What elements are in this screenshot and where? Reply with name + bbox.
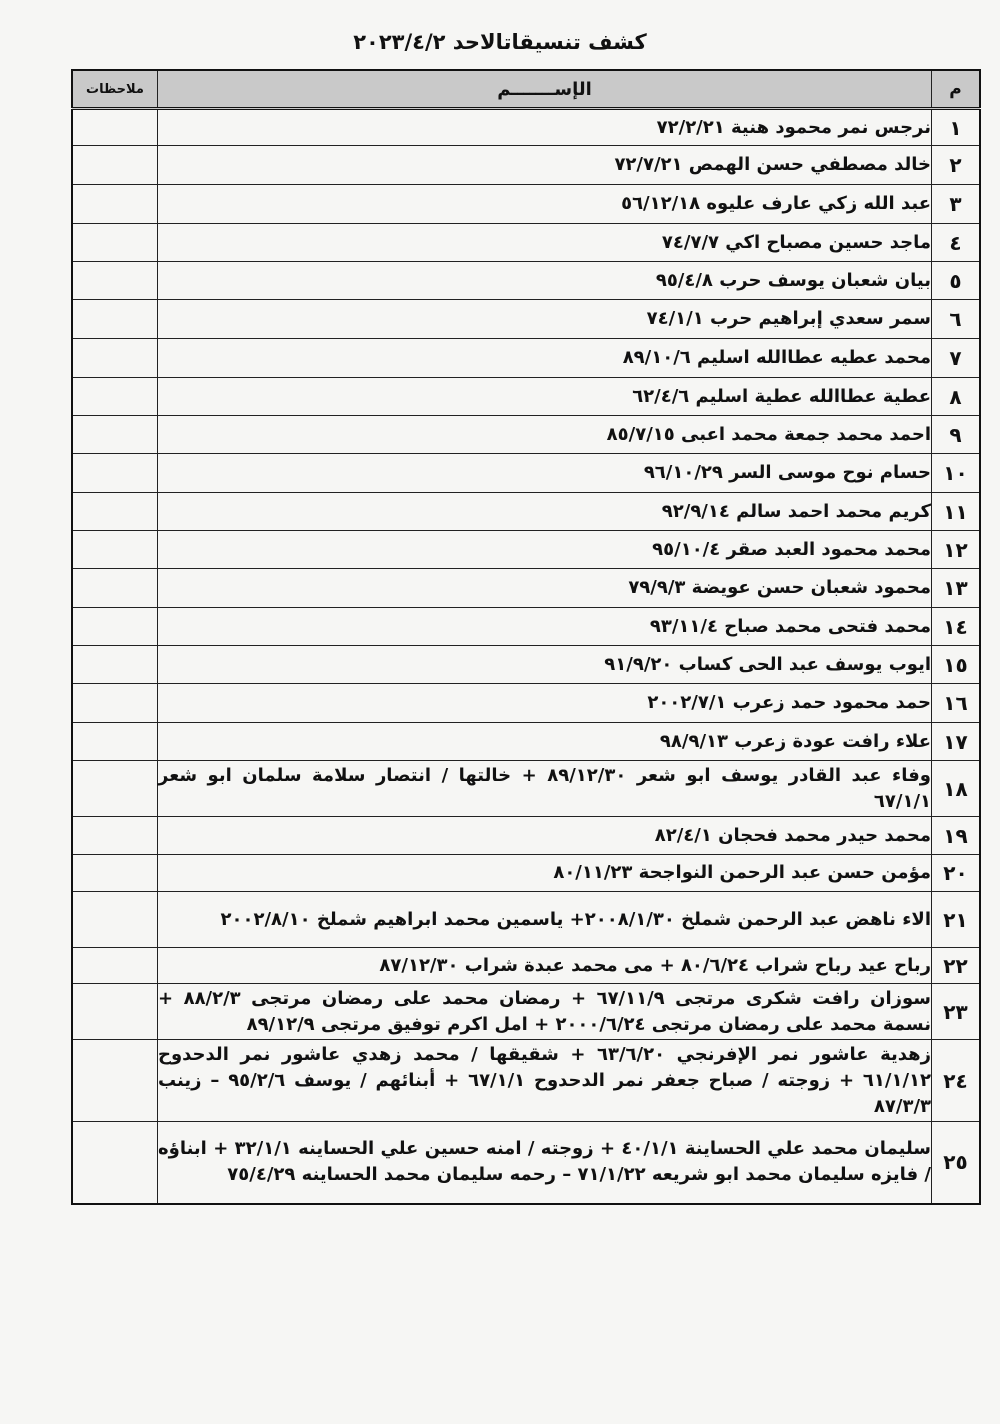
row-name: محمد محمود العبد صقر ٩٥/١٠/٤ [158, 531, 932, 569]
table-row [72, 723, 980, 761]
row-number: ٢٥ [932, 1122, 981, 1204]
row-notes [72, 146, 158, 185]
table-row [72, 224, 980, 262]
row-number: ٤ [932, 224, 981, 262]
row-number: ١٨ [932, 761, 981, 817]
row-name: عطية عطاالله عطية اسليم ٦٢/٤/٦ [158, 378, 932, 416]
row-notes [72, 892, 158, 948]
table-row [72, 416, 980, 454]
row-notes [72, 531, 158, 569]
row-number: ٢ [932, 146, 981, 185]
row-number: ٦ [932, 300, 981, 339]
row-notes [72, 948, 158, 984]
row-notes [72, 984, 158, 1040]
page-title: كشف تنسيقاتالاحد ٢٠٢٣/٤/٢ [353, 30, 647, 54]
row-name: خالد مصطفي حسن الهمص ٧٢/٧/٢١ [158, 146, 932, 185]
row-number: ١٤ [932, 608, 981, 646]
row-number: ١١ [932, 493, 981, 531]
table-row [72, 185, 980, 224]
row-name: احمد محمد جمعة محمد اعبى ٨٥/٧/١٥ [158, 416, 932, 454]
table-row [72, 493, 980, 531]
row-name: كريم محمد احمد سالم ٩٢/٩/١٤ [158, 493, 932, 531]
table-row [72, 817, 980, 855]
row-number: ٥ [932, 262, 981, 300]
table-row [72, 569, 980, 608]
row-notes [72, 1122, 158, 1204]
table-row [72, 109, 980, 146]
table-row [72, 761, 980, 817]
table-row [72, 262, 980, 300]
row-number: ١٥ [932, 646, 981, 684]
row-notes [72, 224, 158, 262]
row-notes [72, 817, 158, 855]
header-notes: ملاحظات [72, 70, 158, 109]
row-notes [72, 378, 158, 416]
row-number: ٢٣ [932, 984, 981, 1040]
table-row [72, 684, 980, 723]
row-notes [72, 109, 158, 146]
row-name: حمد محمود حمد زعرب ٢٠٠٢/٧/١ [158, 684, 932, 723]
row-name: بيان شعبان يوسف حرب ٩٥/٤/٨ [158, 262, 932, 300]
row-notes [72, 855, 158, 892]
row-number: ٧ [932, 339, 981, 378]
row-number: ١٦ [932, 684, 981, 723]
table-row [72, 378, 980, 416]
row-number: ١٣ [932, 569, 981, 608]
row-notes [72, 1040, 158, 1122]
row-name: ماجد حسين مصباح اكي ٧٤/٧/٧ [158, 224, 932, 262]
row-notes [72, 185, 158, 224]
row-name: عبد الله زكي عارف عليوه ٥٦/١٢/١٨ [158, 185, 932, 224]
table-row [72, 1040, 980, 1122]
row-number: ١ [932, 109, 981, 146]
row-name: محمد فتحى محمد صباح ٩٣/١١/٤ [158, 608, 932, 646]
table-row [72, 300, 980, 339]
table-row [72, 146, 980, 185]
row-number: ١٢ [932, 531, 981, 569]
table-row [72, 454, 980, 493]
table-header-row [72, 70, 980, 109]
row-name: علاء رافت عودة زعرب ٩٨/٩/١٣ [158, 723, 932, 761]
row-number: ٩ [932, 416, 981, 454]
table-row [72, 608, 980, 646]
row-notes [72, 684, 158, 723]
header-name: الإســـــــم [158, 70, 932, 109]
row-notes [72, 761, 158, 817]
row-notes [72, 723, 158, 761]
row-notes [72, 646, 158, 684]
table-row [72, 531, 980, 569]
row-number: ٨ [932, 378, 981, 416]
table-row [72, 948, 980, 984]
row-number: ٢٠ [932, 855, 981, 892]
row-name: محمود شعبان حسن عويضة ٧٩/٩/٣ [158, 569, 932, 608]
row-name: سوزان رافت شكرى مرتجى ٦٧/١١/٩ + رمضان محمد على رمضان مرتجى ٨٨/٢/٣ + نسمة محمد على رمضان مرتجى ٢٠٠٠/٦/٢٤ + امل اكرم توفيق مرتجى ٨٩/١٢/٩ [158, 984, 932, 1040]
row-name: حسام نوح موسى السر ٩٦/١٠/٢٩ [158, 454, 932, 493]
row-number: ١٠ [932, 454, 981, 493]
row-number: ٢٤ [932, 1040, 981, 1122]
row-name: محمد حيدر محمد فحجان ٨٢/٤/١ [158, 817, 932, 855]
row-notes [72, 262, 158, 300]
row-notes [72, 339, 158, 378]
row-notes [72, 608, 158, 646]
table-row [72, 984, 980, 1040]
row-name: مؤمن حسن عبد الرحمن النواجحة ٨٠/١١/٢٣ [158, 855, 932, 892]
row-notes [72, 454, 158, 493]
row-name: زهدية عاشور نمر الإفرنجي ٦٣/٦/٢٠ + شقيقها / محمد زهدي عاشور نمر الدحدوح ٦١/١/١٢ + زوجته / صباح جعفر نمر الدحدوح ٦٧/١/١ + أبنائهم / يوسف ٩٥/٢/٦ – زينب ٨٧/٣/٣ [158, 1040, 932, 1122]
row-notes [72, 300, 158, 339]
row-notes [72, 569, 158, 608]
row-name: سمر سعدي إبراهيم حرب ٧٤/١/١ [158, 300, 932, 339]
table-row [72, 339, 980, 378]
row-name: وفاء عبد القادر يوسف ابو شعر ٨٩/١٢/٣٠ + خالتها / انتصار سلامة سلمان ابو شعر ٦٧/١/١ [158, 761, 932, 817]
row-number: ١٧ [932, 723, 981, 761]
row-name: نرجس نمر محمود هنية ٧٢/٢/٢١ [158, 109, 932, 146]
table-row [72, 892, 980, 948]
row-notes [72, 493, 158, 531]
row-number: ٢٢ [932, 948, 981, 984]
table-row [72, 646, 980, 684]
row-name: سليمان محمد علي الحساينة ٤٠/١/١ + زوجته / امنه حسين علي الحساينه ٣٢/١/١ + ابناؤه / فايزه سليمان محمد ابو شريعه ٧١/١/٢٢ – رحمه سليمان محمد الحساينه ٧٥/٤/٢٩ [158, 1122, 932, 1204]
table-row [72, 855, 980, 892]
names-table [71, 69, 981, 1205]
row-name: محمد عطيه عطاالله اسليم ٨٩/١٠/٦ [158, 339, 932, 378]
row-name: الاء ناهض عبد الرحمن شملخ ٢٠٠٨/١/٣٠+ ياسمين محمد ابراهيم شملخ ٢٠٠٢/٨/١٠ [158, 892, 932, 948]
row-name: ايوب يوسف عبد الحى كساب ٩١/٩/٢٠ [158, 646, 932, 684]
row-number: ٢١ [932, 892, 981, 948]
row-number: ٣ [932, 185, 981, 224]
row-name: رباح عيد رباح شراب ٨٠/٦/٢٤ + مى محمد عبدة شراب ٨٧/١٢/٣٠ [158, 948, 932, 984]
row-number: ١٩ [932, 817, 981, 855]
table-row [72, 1122, 980, 1204]
row-notes [72, 416, 158, 454]
header-number: م [932, 70, 981, 109]
